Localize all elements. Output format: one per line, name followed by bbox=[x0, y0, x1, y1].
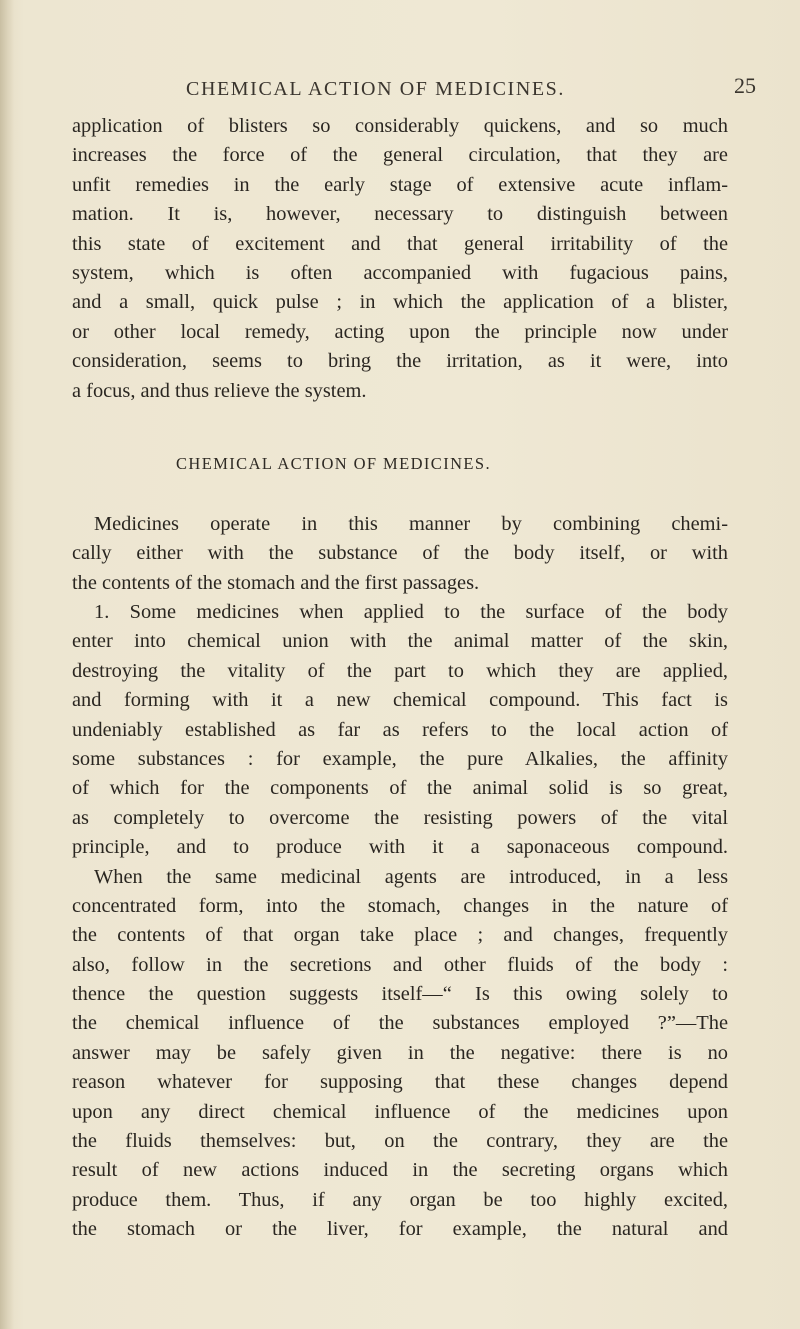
page-number: 25 bbox=[734, 73, 756, 98]
text-line: the fluids themselves: but, on the contrary, they are the bbox=[72, 1130, 728, 1153]
text-line: principle, and to produce with it a saponaceous compound. bbox=[72, 836, 728, 859]
continuation-paragraph bbox=[72, 112, 728, 406]
text-line: cally either with the substance of the body itself, or with bbox=[72, 542, 728, 565]
text-line: Medicines operate in this manner by combining chemi- bbox=[94, 513, 728, 535]
text-line: a focus, and thus relieve the system. bbox=[72, 379, 367, 402]
intro-paragraph bbox=[72, 510, 728, 598]
text-line: produce them. Thus, if any organ be too highly excited, bbox=[72, 1188, 728, 1211]
text-line: result of new actions induced in the secreting organs which bbox=[72, 1159, 728, 1182]
text-line: system, which is often accompanied with fugacious pains, bbox=[72, 261, 728, 284]
text-line: answer may be safely given in the negative: there is no bbox=[72, 1041, 728, 1064]
text-line: application of blisters so considerably quickens, and so much bbox=[72, 115, 728, 137]
text-line: increases the force of the general circulation, that they are bbox=[72, 144, 728, 167]
running-head: CHEMICAL ACTION OF MEDICINES. bbox=[186, 78, 565, 100]
text-line: or other local remedy, acting upon the principle now under bbox=[72, 320, 728, 343]
text-line: unfit remedies in the early stage of extensive acute inflam- bbox=[72, 173, 728, 196]
text-line: thence the question suggests itself—“ Is this owing solely to bbox=[72, 983, 728, 1006]
text-line: of which for the components of the animal solid is so great, bbox=[72, 777, 728, 800]
text-line: 1. Some medicines when applied to the surface of the body bbox=[94, 601, 728, 623]
text-line: reason whatever for supposing that these changes depend bbox=[72, 1071, 728, 1094]
text-line: and a small, quick pulse ; in which the application of a blister, bbox=[72, 291, 728, 314]
text-line: the contents of the stomach and the first passages. bbox=[72, 571, 480, 594]
text-line: the chemical influence of the substances employed ?”—The bbox=[72, 1012, 728, 1035]
text-line: the stomach or the liver, for example, the natural and bbox=[72, 1218, 728, 1241]
text-line: mation. It is, however, necessary to distinguish between bbox=[72, 203, 728, 226]
text-line: consideration, seems to bring the irritation, as it were, into bbox=[72, 350, 728, 373]
text-line: destroying the vitality of the part to which they are applied, bbox=[72, 659, 728, 682]
text-line: enter into chemical union with the animal matter of the skin, bbox=[72, 630, 728, 653]
text-line: as completely to overcome the resisting powers of the vital bbox=[72, 806, 728, 829]
text-line: the contents of that organ take place ; and changes, frequently bbox=[72, 924, 728, 947]
text-line: also, follow in the secretions and other fluids of the body : bbox=[72, 953, 728, 976]
section-heading: CHEMICAL ACTION OF MEDICINES. bbox=[176, 454, 491, 473]
page-gutter-shadow bbox=[0, 0, 14, 1329]
numbered-paragraph bbox=[72, 598, 728, 1245]
text-line: upon any direct chemical influence of the medicines upon bbox=[72, 1100, 728, 1123]
text-line: and forming with it a new chemical compound. This fact is bbox=[72, 689, 728, 712]
text-line: this state of excitement and that general irritability of the bbox=[72, 232, 728, 255]
text-line: When the same medicinal agents are introduced, in a less bbox=[94, 865, 728, 888]
text-line: concentrated form, into the stomach, changes in the nature of bbox=[72, 894, 728, 917]
text-line: some substances : for example, the pure Alkalies, the affinity bbox=[72, 747, 728, 770]
text-line: undeniably established as far as refers to the local action of bbox=[72, 718, 728, 741]
